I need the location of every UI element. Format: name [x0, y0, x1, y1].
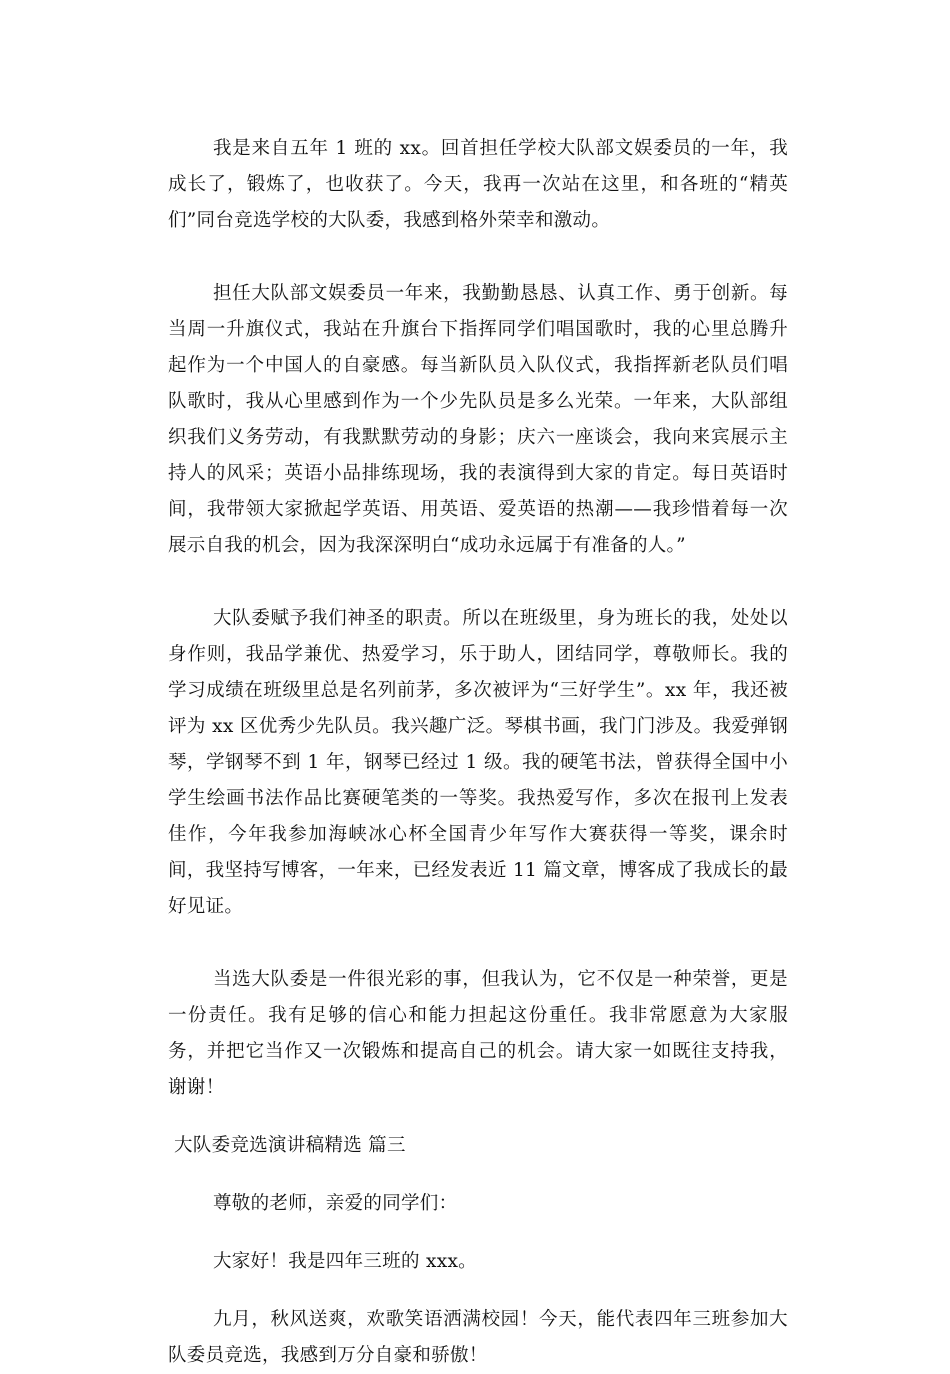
paragraph-closing: 当选大队委是一件很光彩的事，但我认为，它不仅是一种荣誉，更是一份责任。我有足够的信心和能力担起这份重任。我非常愿意为大家服务，并把它当作又一次锻炼和提高自己的机会。请大家一如既往支持我，谢谢！	[168, 969, 788, 1098]
paragraph-intro: 我是来自五年 1 班的 xx。回首担任学校大队部文娱委员的一年，我成长了，锻炼了，也收获了。今天，我再一次站在这里，和各班的“精英们”同台竞选学校的大队委，我感到格外荣幸和激动。	[168, 138, 788, 231]
paragraph-achievements: 大队委赋予我们神圣的职责。所以在班级里，身为班长的我，处处以身作则，我品学兼优、热爱学习，乐于助人，团结同学，尊敬师长。我的学习成绩在班级里总是名列前茅，多次被评为“三好学生”。xx 年，我还被评为 xx 区优秀少先队员。我兴趣广泛。琴棋书画，我门门涉及。我爱弹钢琴，学钢琴不到 1 年，钢琴已经过 1 级。我的硬笔书法，曾获得全国中小学生绘画书法作品比赛硬笔类的一等奖。我热爱写作，多次在报刊上发表佳作，今年我参加海峡冰心杯全国青少年写作大赛获得一等奖，课余时间，我坚持写博客，一年来，已经发表近 11 篇文章，博客成了我成长的最好见证。	[168, 608, 788, 917]
section-heading: 大队委竞选演讲稿精选 篇三	[174, 1135, 406, 1156]
paragraph-opening: 九月，秋风送爽，欢歌笑语洒满校园！今天，能代表四年三班参加大队委员竞选，我感到万分自豪和骄傲！	[168, 1309, 788, 1366]
document-body	[168, 131, 788, 1374]
paragraph-greeting: 大家好！我是四年三班的 xxx。	[213, 1251, 477, 1272]
paragraph-salutation: 尊敬的老师，亲爱的同学们：	[213, 1193, 458, 1214]
paragraph-work-experience: 担任大队部文娱委员一年来，我勤勤恳恳、认真工作、勇于创新。每当周一升旗仪式，我站在升旗台下指挥同学们唱国歌时，我的心里总腾升起作为一个中国人的自豪感。每当新队员入队仪式，我指挥新老队员们唱队歌时，我从心里感到作为一个少先队员是多么光荣。一年来，大队部组织我们义务劳动，有我默默劳动的身影；庆六一座谈会，我向来宾展示主持人的风采；英语小品排练现场，我的表演得到大家的肯定。每日英语时间，我带领大家掀起学英语、用英语、爱英语的热潮——我珍惜着每一次展示自我的机会，因为我深深明白“成功永远属于有准备的人。”	[168, 283, 788, 556]
